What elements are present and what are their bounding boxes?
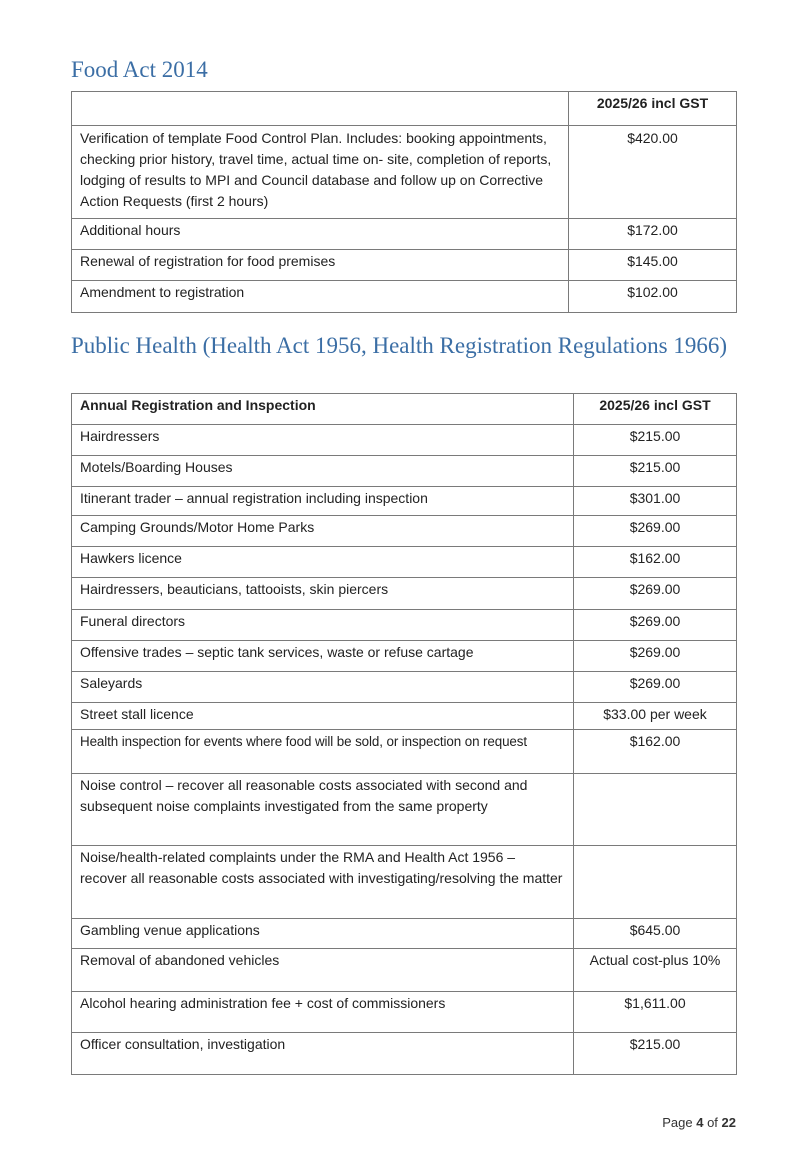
fee-description: Motels/Boarding Houses (72, 456, 574, 487)
table-row (72, 250, 737, 281)
fee-description: Hairdressers (72, 425, 574, 456)
fee-description: Verification of template Food Control Plan. Includes: booking appointments, checking prior history, travel time, actual time on- site, completion of reports, lodging of results to MPI and Council database and follow up on Corrective Action Requests (first 2 hours) (72, 126, 569, 219)
food-act-fees-table (71, 91, 737, 313)
table-header-row (72, 92, 737, 126)
fee-description: Noise/health-related complaints under the RMA and Health Act 1956 – recover all reasonable costs associated with investigating/resolving the matter (72, 846, 574, 919)
fee-description: Renewal of registration for food premises (72, 250, 569, 281)
fee-amount: $33.00 per week (574, 703, 737, 730)
fee-amount: $145.00 (569, 250, 737, 281)
fee-amount: $269.00 (574, 641, 737, 672)
fee-description: Additional hours (72, 219, 569, 250)
table-row (72, 487, 737, 516)
fee-description: Offensive trades – septic tank services, waste or refuse cartage (72, 641, 574, 672)
column-header-item: Annual Registration and Inspection (72, 394, 574, 425)
total-pages: 22 (721, 1115, 736, 1130)
fee-amount: $215.00 (574, 456, 737, 487)
table-row (72, 1033, 737, 1075)
table-row (72, 456, 737, 487)
column-header-price: 2025/26 incl GST (574, 394, 737, 425)
fee-amount: $269.00 (574, 610, 737, 641)
table-row (72, 126, 737, 219)
fee-amount: $215.00 (574, 1033, 737, 1075)
fee-amount: $301.00 (574, 487, 737, 516)
fee-description: Removal of abandoned vehicles (72, 949, 574, 992)
table-row (72, 578, 737, 610)
public-health-fees-table (71, 393, 737, 1075)
section-heading-food-act: Food Act 2014 (71, 57, 208, 82)
fee-description: Officer consultation, investigation (72, 1033, 574, 1075)
fee-amount: $269.00 (574, 672, 737, 703)
column-header-price: 2025/26 incl GST (569, 92, 737, 126)
table-row (72, 219, 737, 250)
table-row (72, 919, 737, 949)
table-row (72, 641, 737, 672)
table-row (72, 703, 737, 730)
table-row (72, 547, 737, 578)
fee-description: Amendment to registration (72, 281, 569, 313)
of-label: of (707, 1115, 718, 1130)
table-header-row (72, 394, 737, 425)
fee-description: Funeral directors (72, 610, 574, 641)
table-row (72, 730, 737, 774)
section-heading-public-health: Public Health (Health Act 1956, Health Registration Regulations 1966) (71, 333, 728, 358)
table-row (72, 425, 737, 456)
fee-description: Hairdressers, beauticians, tattooists, skin piercers (72, 578, 574, 610)
fee-amount: $215.00 (574, 425, 737, 456)
table-row (72, 281, 737, 313)
table-row (72, 516, 737, 547)
fee-amount: $420.00 (569, 126, 737, 219)
fee-amount (574, 846, 737, 919)
fee-amount: $269.00 (574, 578, 737, 610)
fee-amount: $172.00 (569, 219, 737, 250)
table-row (72, 949, 737, 992)
table-row (72, 992, 737, 1033)
fee-amount: $162.00 (574, 547, 737, 578)
fee-description: Street stall licence (72, 703, 574, 730)
table-row (72, 846, 737, 919)
page-number (662, 1115, 736, 1130)
table-row (72, 774, 737, 846)
table-row (72, 672, 737, 703)
fee-description: Health inspection for events where food will be sold, or inspection on request (72, 730, 574, 774)
fee-amount: $1,611.00 (574, 992, 737, 1033)
fee-description: Gambling venue applications (72, 919, 574, 949)
fee-description: Hawkers licence (72, 547, 574, 578)
table-row (72, 610, 737, 641)
fee-description: Saleyards (72, 672, 574, 703)
current-page: 4 (696, 1115, 704, 1130)
fee-amount: Actual cost-plus 10% (574, 949, 737, 992)
fee-amount: $162.00 (574, 730, 737, 774)
page-label: Page (662, 1115, 693, 1130)
column-header-item (72, 92, 569, 126)
fee-description: Itinerant trader – annual registration including inspection (72, 487, 574, 516)
fee-amount (574, 774, 737, 846)
fee-amount: $645.00 (574, 919, 737, 949)
fee-amount: $269.00 (574, 516, 737, 547)
fee-description: Camping Grounds/Motor Home Parks (72, 516, 574, 547)
fee-amount: $102.00 (569, 281, 737, 313)
fee-description: Noise control – recover all reasonable costs associated with second and subsequent noise complaints investigated from the same property (72, 774, 574, 846)
fee-description: Alcohol hearing administration fee + cost of commissioners (72, 992, 574, 1033)
